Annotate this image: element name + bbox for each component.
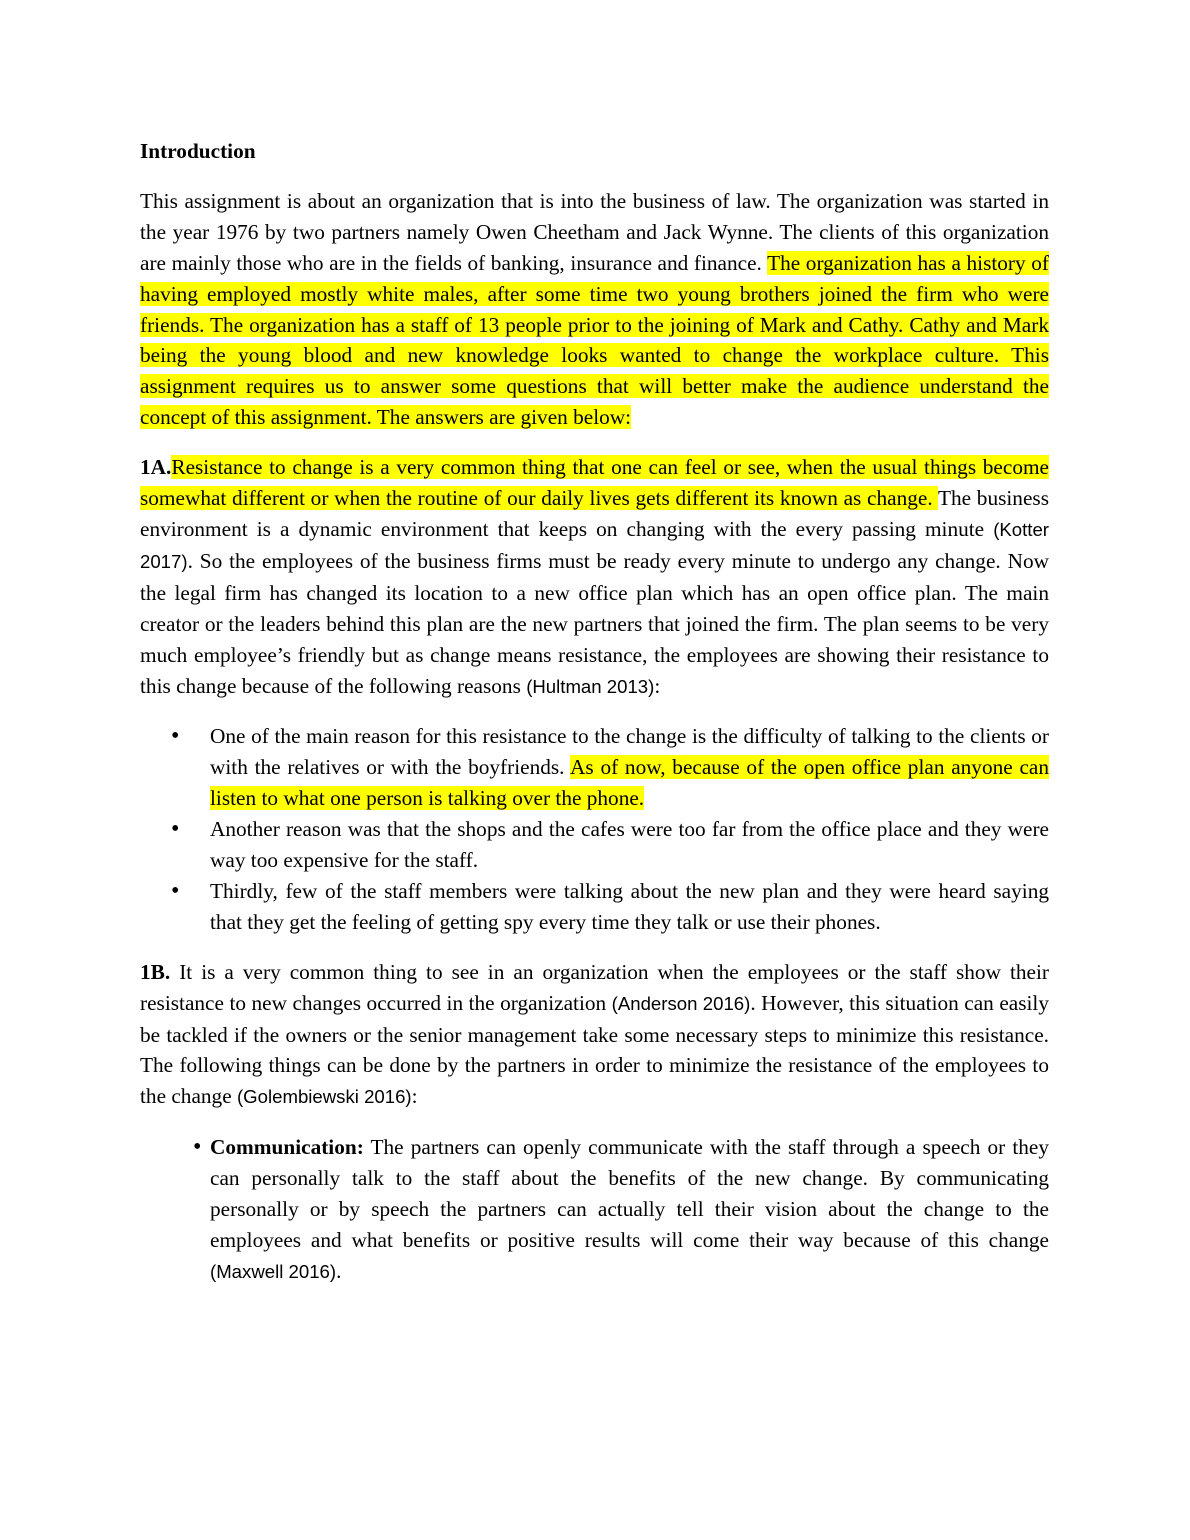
- citation: (Golembiewski 2016): [236, 1086, 412, 1108]
- list-item-text: The partners can openly communicate with the staff through a speech or they can personally talk to the staff about the benefits of the new change. By communicating personally or by speech the partners can actually tell their vision about the change to the employees and what benefits or positive results will come their way because of this change: [210, 1135, 1049, 1252]
- citation: (Maxwell 2016): [210, 1260, 337, 1282]
- list-item-text: .: [336, 1258, 342, 1283]
- list-item-text: Thirdly, few of the staff members were talking about the new plan and they were heard saying that they get the feeling of getting spy every time they talk or use their phones.: [210, 878, 1049, 934]
- document-page: [140, 136, 1049, 1288]
- citation: (Kotter 2017): [140, 518, 1049, 572]
- list-item: [140, 814, 1049, 876]
- section-1b-text: :: [411, 1084, 418, 1109]
- section-1a-text: The business environment is a dynamic environment that keeps on changing with the every passing minute: [140, 486, 1049, 541]
- intro-text: This assignment is about an organization that is into the business of law. The organization was started in the year 1976 by two partners namely Owen Cheetham and Jack Wynne. The clients of this organization are mainly those who are in the fields of banking, insurance and finance.: [140, 188, 1049, 275]
- section-1b-text: It is a very common thing to see in an organization when the employees or the staff show their resistance to new changes occurred in the organization: [140, 959, 1049, 1015]
- section-1a-text: . So the employees of the business firms must be ready every minute to undergo any change. Now the legal firm has changed its location to a new office plan which has an open office plan. The main creator or the leaders behind this plan are the new partners that joined the firm. The plan seems to be very much employee’s friendly but as change means resistance, the employees are showing their resistance to this change because of the following reasons: [140, 548, 1049, 698]
- bullet-dot: •: [193, 1134, 202, 1161]
- citation: (Anderson 2016): [611, 992, 751, 1014]
- section-heading: Introduction: [140, 139, 256, 163]
- intro-highlighted-text: The organization has a history of having employed mostly white males, after some time two young brothers joined the firm who were friends. The organization has a staff of 13 people prior to the joining of Mark and Cathy. Cathy and Mark being the young blood and new knowledge looks wanted to change the workplace culture. This assignment requires us to answer some questions that will better make the audience understand the concept of this assignment. The answers are given below:: [140, 250, 1049, 430]
- citation: (Hultman 2013): [526, 675, 655, 697]
- list-item-highlighted-text: As of now, because of the open office plan anyone can listen to what one person is talking over the phone.: [210, 755, 1050, 811]
- section-1b-paragraph: [140, 957, 1049, 1114]
- list-item: [140, 1132, 1049, 1288]
- reasons-list: [140, 721, 1049, 937]
- section-1a-text: :: [654, 673, 661, 698]
- section-1a-label: 1A.: [140, 455, 172, 480]
- list-item: [140, 876, 1049, 938]
- intro-paragraph: [140, 186, 1049, 433]
- section-1a-highlighted-text: Resistance to change is a very common thing that one can feel or see, when the usual things become somewhat different or when the routine of our daily lives gets different its known as change.: [140, 455, 1049, 511]
- list-item-text: One of the main reason for this resistance to the change is the difficulty of talking to the clients or with the relatives or with the boyfriends.: [210, 724, 1049, 780]
- measures-list: [140, 1132, 1049, 1288]
- list-item-term: Communication:: [210, 1135, 364, 1160]
- section-1a-paragraph: [140, 452, 1049, 702]
- list-item-text: Another reason was that the shops and the cafes were too far from the office place and they were way too expensive for the staff.: [210, 817, 1049, 873]
- list-item: [140, 721, 1049, 814]
- section-1b-label: 1B.: [140, 959, 171, 984]
- section-1b-text: . However, this situation can easily be tackled if the owners or the senior management take some necessary steps to minimize this resistance. The following things can be done by the partners in order to minimize the resistance of the employees to the change: [140, 990, 1049, 1109]
